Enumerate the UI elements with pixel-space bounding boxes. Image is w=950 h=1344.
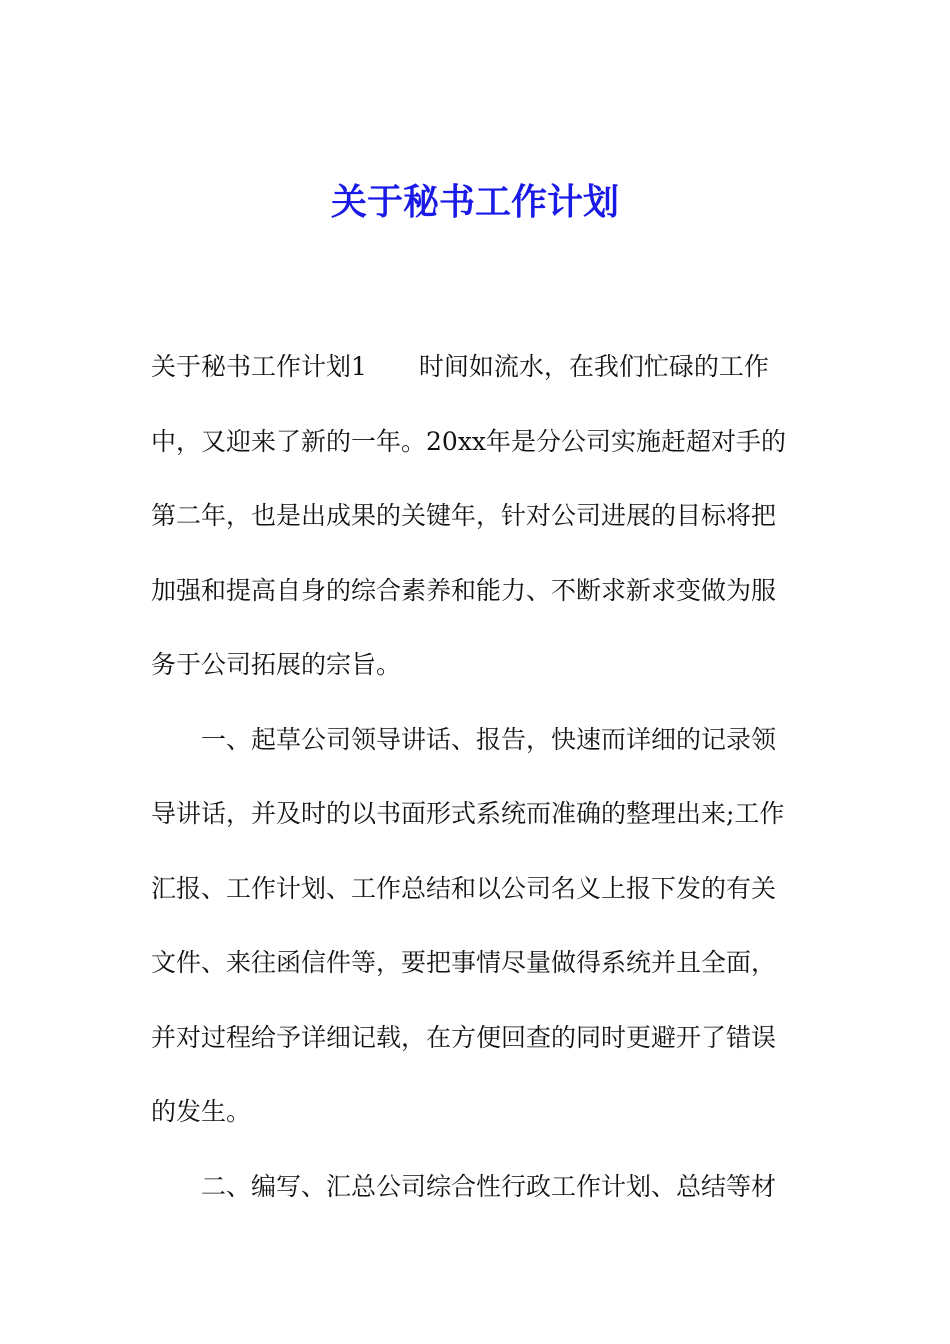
paragraph-line: 第二年，也是出成果的关键年，针对公司进展的目标将把	[151, 501, 777, 530]
paragraph-text: 时间如流水，在我们忙碌的工作	[418, 352, 769, 381]
paragraph-line: 的发生。	[151, 1097, 252, 1126]
document-body	[151, 330, 801, 1224]
paragraph-line: 务于公司拓展的宗旨。	[151, 650, 402, 679]
paragraph-line: 文件、来往函信件等，要把事情尽量做得系统并且全面，	[151, 948, 777, 977]
paragraph-line	[151, 330, 801, 405]
paragraph-line: 导讲话，并及时的以书面形式系统而准确的整理出来;工作	[151, 799, 785, 828]
paragraph-line: 加强和提高自身的综合素养和能力、不断求新求变做为服	[151, 575, 777, 605]
section-heading: 关于秘书工作计划1	[151, 352, 367, 381]
paragraph-line: 并对过程给予详细记载，在方便回查的同时更避开了错误	[151, 1022, 777, 1052]
paragraph-line: 一、起草公司领导讲话、报告，快速而详细的记录领	[201, 724, 777, 754]
paragraph-line: 中，又迎来了新的一年。20xx年是分公司实施赶超对手的	[151, 426, 787, 456]
paragraph-line: 二、编写、汇总公司综合性行政工作计划、总结等材	[201, 1171, 777, 1201]
paragraph-line: 汇报、工作计划、工作总结和以公司名义上报下发的有关	[151, 873, 777, 903]
document-title: 关于秘书工作计划	[330, 181, 619, 223]
